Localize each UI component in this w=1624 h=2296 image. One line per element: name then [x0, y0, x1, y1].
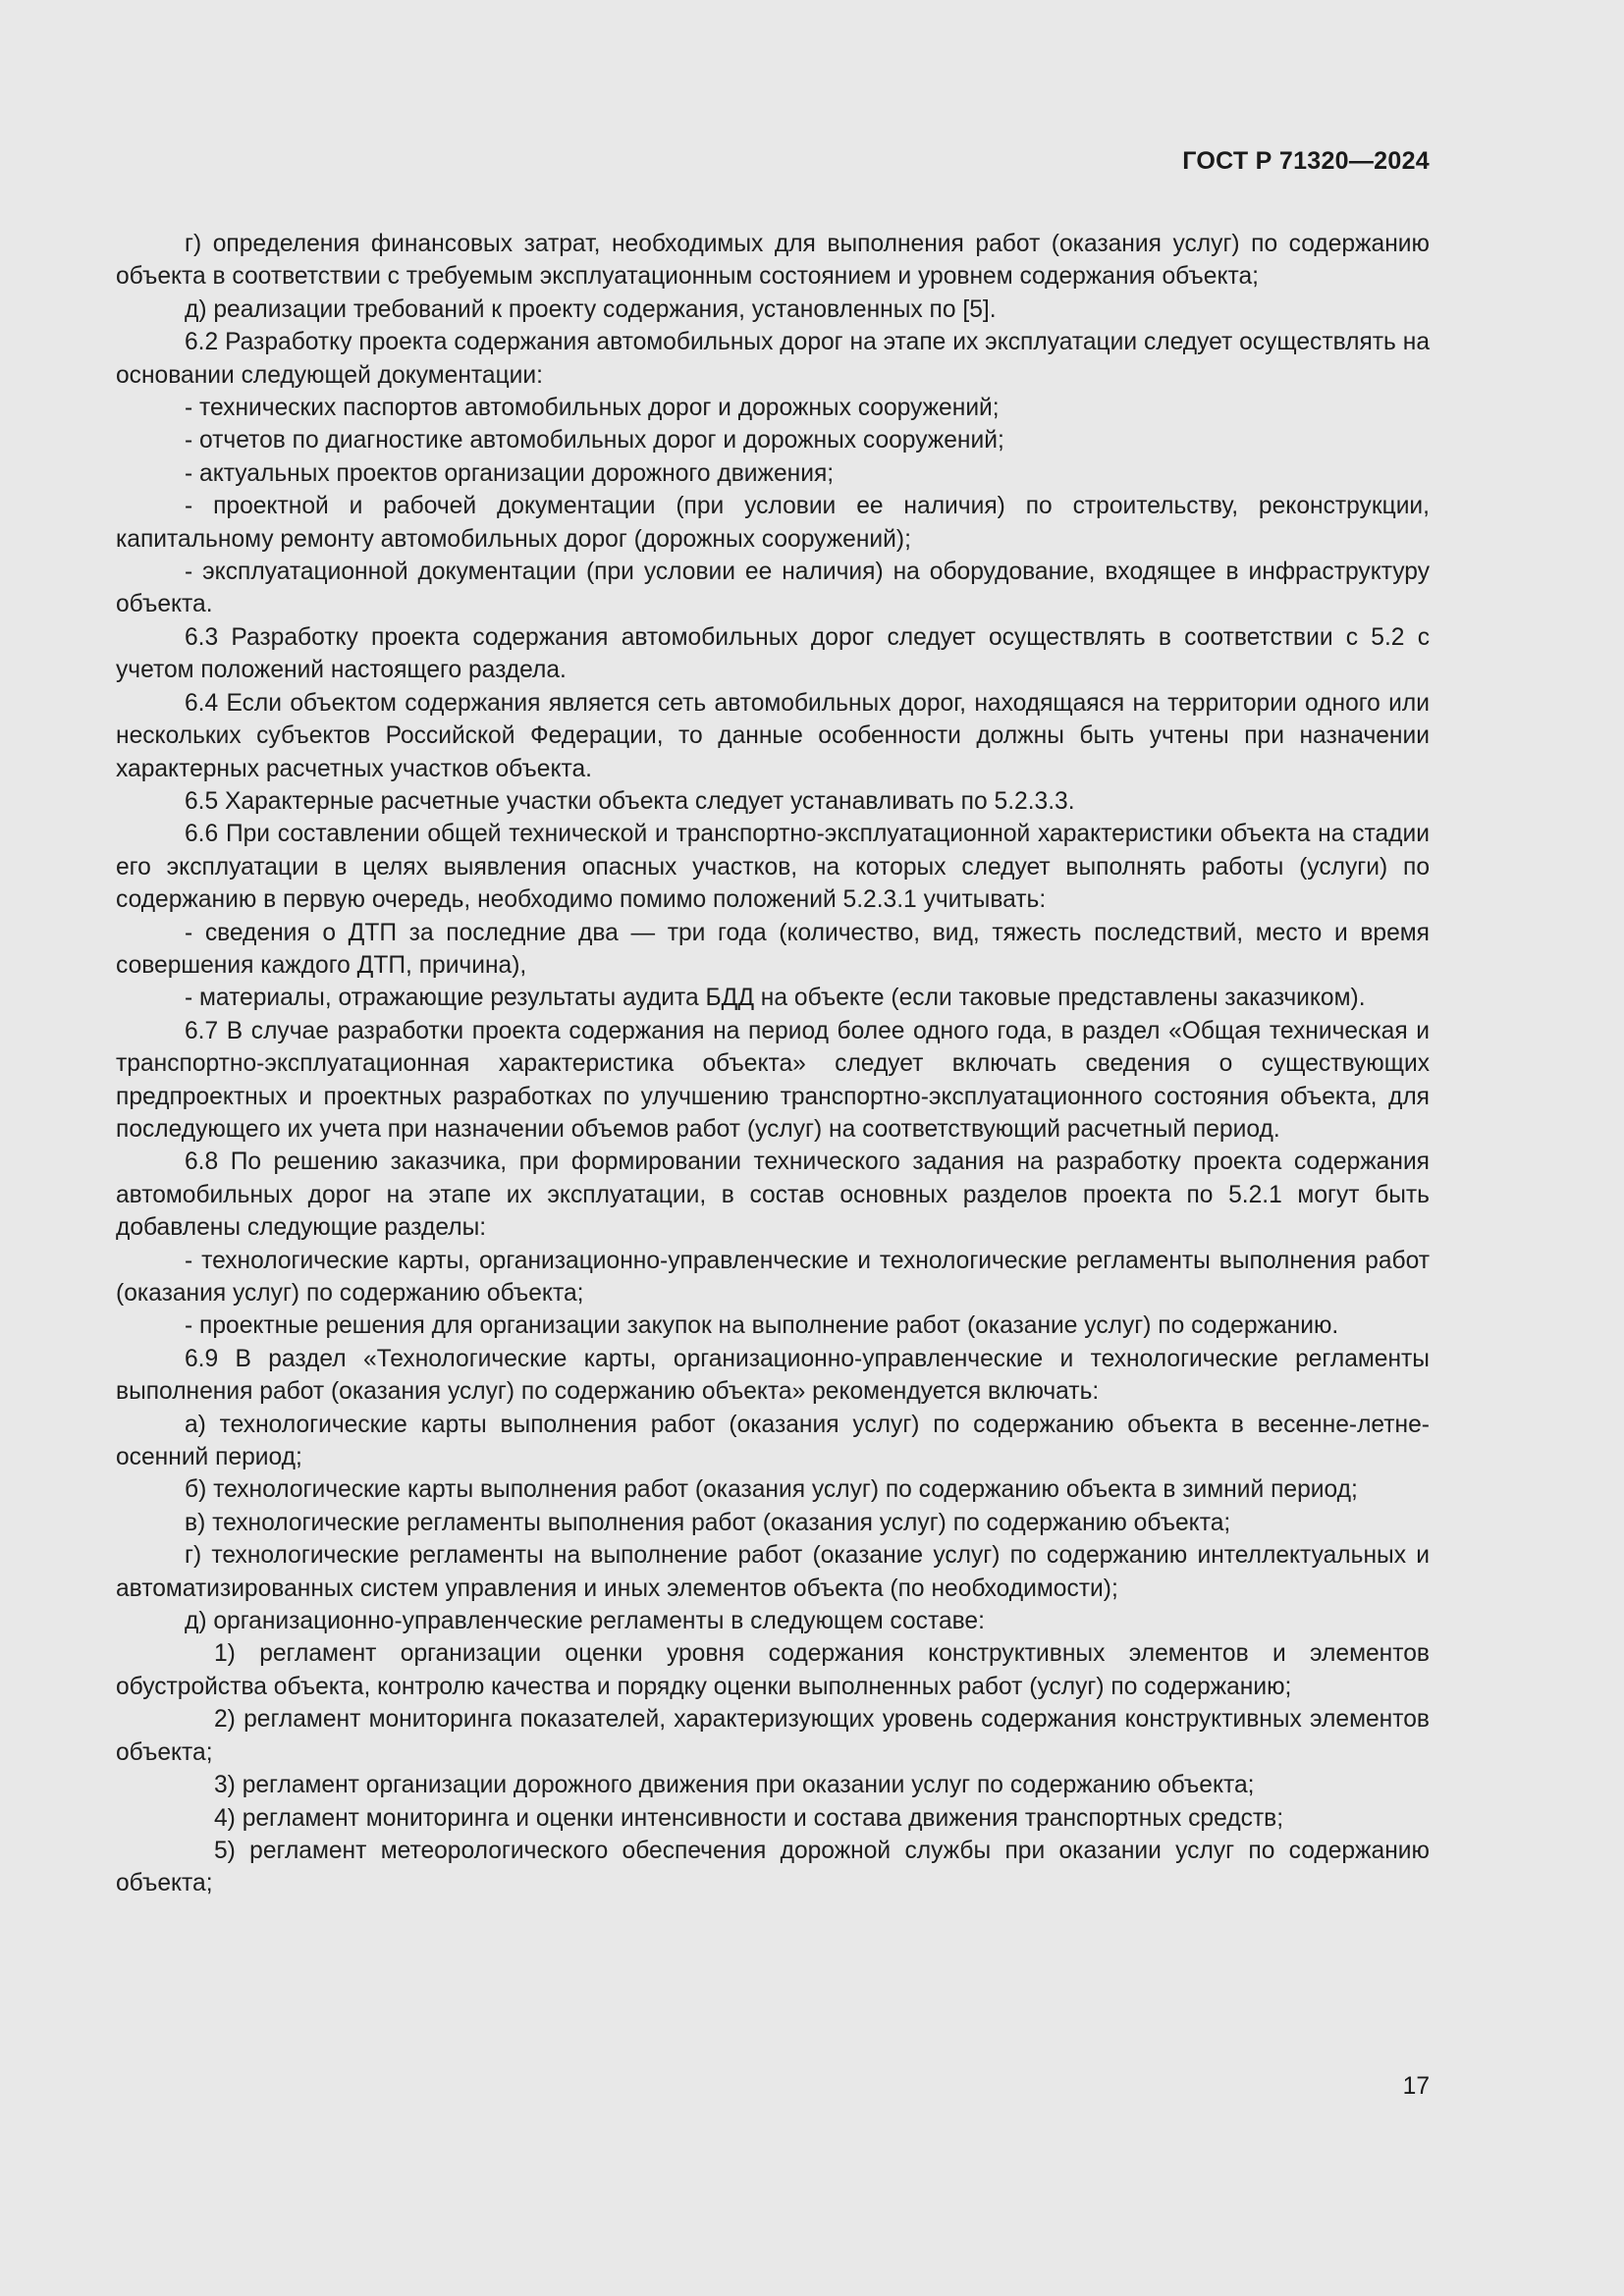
paragraph: - материалы, отражающие результаты аудита БДД на объекте (если таковые представлены заказчиком).: [185, 985, 1366, 1012]
paragraph: г) определения финансовых затрат, необходимых для выполнения работ (оказания услуг) по содержанию объекта в соответствии с требуемым эксплуатационным состоянием и уровнем содержания объекта;: [116, 231, 1430, 291]
paragraph: в) технологические регламенты выполнения работ (оказания услуг) по содержанию объекта;: [185, 1509, 1231, 1536]
paragraph: - эксплуатационной документации (при условии ее наличия) на оборудование, входящее в инфраструктуру объекта.: [116, 559, 1430, 618]
paragraph: 6.7 В случае разработки проекта содержания на период более одного года, в раздел «Общая техническая и транспортно-эксплуатационная характеристика объекта» следует включать сведения о существующих предпроектных и проектных разработках по улучшению транспортно-эксплуатационного состояния объекта, для последующего их учета при назначении объемов работ (услуг) на соответствующий расчетный период.: [116, 1017, 1430, 1143]
paragraph: - отчетов по диагностике автомобильных дорог и дорожных сооружений;: [185, 427, 1004, 454]
paragraph: 4) регламент мониторинга и оценки интенсивности и состава движения транспортных средств;: [214, 1804, 1284, 1832]
standard-header: ГОСТ Р 71320—2024: [1182, 147, 1430, 175]
paragraph: - актуальных проектов организации дорожного движения;: [185, 459, 835, 487]
paragraph: а) технологические карты выполнения работ (оказания услуг) по содержанию объекта в весенне-летне-осенний период;: [116, 1411, 1430, 1471]
paragraph: - проектные решения для организации закупок на выполнение работ (оказание услуг) по содержанию.: [185, 1312, 1339, 1340]
page-number: 17: [1402, 2073, 1430, 2100]
paragraph: - сведения о ДТП за последние два — три года (количество, вид, тяжесть последствий, место и время совершения каждого ДТП, причина),: [116, 919, 1430, 979]
document-body: [116, 228, 1430, 1900]
paragraph: - технических паспортов автомобильных дорог и дорожных сооружений;: [185, 395, 1000, 422]
paragraph: 5) регламент метеорологического обеспечения дорожной службы при оказании услуг по содержанию объекта;: [116, 1837, 1430, 1897]
paragraph: 3) регламент организации дорожного движения при оказании услуг по содержанию объекта;: [214, 1772, 1255, 1799]
paragraph: б) технологические карты выполнения работ (оказания услуг) по содержанию объекта в зимний период;: [185, 1476, 1358, 1504]
paragraph: д) реализации требований к проекту содержания, установленных по [5].: [185, 295, 997, 323]
paragraph: 6.2 Разработку проекта содержания автомобильных дорог на этапе их эксплуатации следует осуществлять на основании следующей документации:: [116, 329, 1430, 389]
paragraph: 6.3 Разработку проекта содержания автомобильных дорог следует осуществлять в соответствии с 5.2 с учетом положений настоящего раздела.: [116, 623, 1430, 684]
paragraph: г) технологические регламенты на выполнение работ (оказание услуг) по содержанию интеллектуальных и автоматизированных систем управления и иных элементов объекта (по необходимости);: [116, 1542, 1430, 1602]
paragraph: 1) регламент организации оценки уровня содержания конструктивных элементов и элементов обустройства объекта, контролю качества и порядку оценки выполненных работ (услуг) по содержанию;: [116, 1640, 1430, 1700]
paragraph: д) организационно-управленческие регламенты в следующем составе:: [185, 1608, 985, 1635]
paragraph: 6.9 В раздел «Технологические карты, организационно-управленческие и технологические регламенты выполнения работ (оказания услуг) по содержанию объекта» рекомендуется включать:: [116, 1345, 1430, 1406]
paragraph: 6.5 Характерные расчетные участки объекта следует устанавливать по 5.2.3.3.: [185, 787, 1075, 815]
paragraph: 6.8 По решению заказчика, при формировании технического задания на разработку проекта содержания автомобильных дорог на этапе их эксплуатации, в состав основных разделов проекта по 5.2.1 могут быть добавлены следующие разделы:: [116, 1148, 1430, 1242]
paragraph: - проектной и рабочей документации (при условии ее наличия) по строительству, реконструкции, капитальному ремонту автомобильных дорог (дорожных сооружений);: [116, 493, 1430, 553]
paragraph: 6.6 При составлении общей технической и транспортно-эксплуатационной характеристики объекта на стадии его эксплуатации в целях выявления опасных участков, на которых следует выполнять работы (услуги) по содержанию в первую очередь, необходимо помимо положений 5.2.3.1 учитывать:: [116, 821, 1430, 914]
paragraph: 2) регламент мониторинга показателей, характеризующих уровень содержания конструктивных элементов объекта;: [116, 1706, 1430, 1766]
paragraph: - технологические карты, организационно-управленческие и технологические регламенты выполнения работ (оказания услуг) по содержанию объекта;: [116, 1247, 1430, 1307]
paragraph: 6.4 Если объектом содержания является сеть автомобильных дорог, находящаяся на территории одного или нескольких субъектов Российской Федерации, то данные особенности должны быть учтены при назначении характерных расчетных участков объекта.: [116, 689, 1430, 782]
